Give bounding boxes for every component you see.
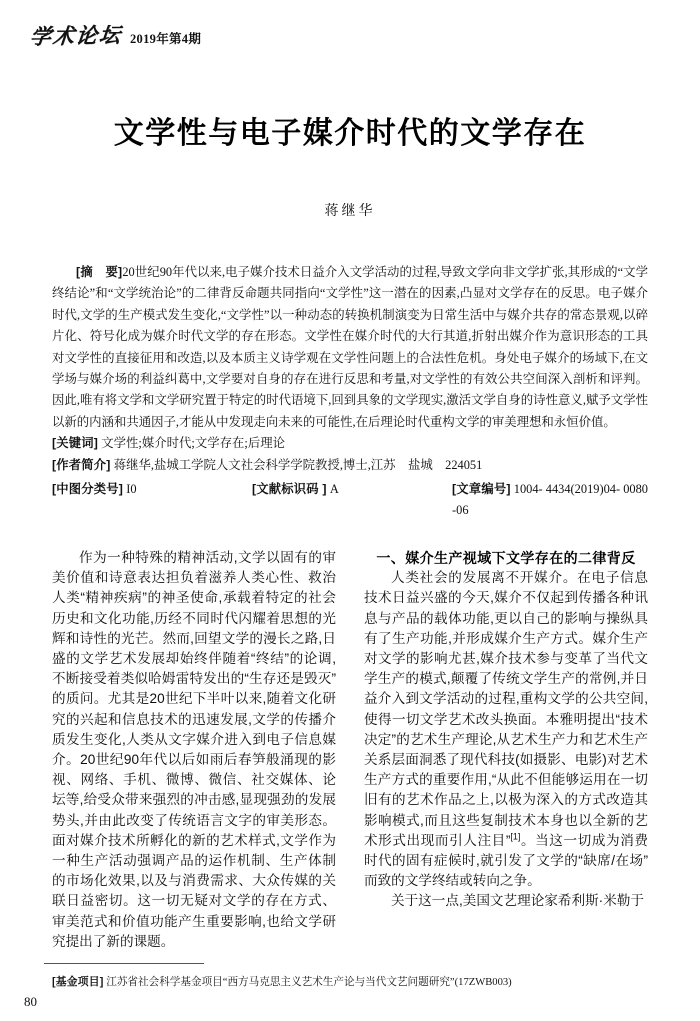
journal-logo: 学术论坛 xyxy=(28,22,124,49)
document-code-cell xyxy=(252,479,452,522)
right-column-paragraph-1-text-a: 人类社会的发展离不开媒介。在电子信息技术日益兴盛的今天,媒介不仅起到传播各种讯息与产品的载体功能,更以自己的影响与操纵具有了生产功能,并形成媒介生产方式。媒介生产对文学的影响尤甚,媒介技术参与变革了当代文学生产的模式,颠覆了传统文学生产的常例,并日益介入到文学活动的过程,重构文学的公共空间,使得一切文学艺术改头换面。本雅明提出“技术决定”的艺术生产理论,从艺术生产力和艺术生产关系层面洞悉了现代科技(如摄影、电影)对艺术生产方式的重要作用,“从此不但能够运用在一切旧有的艺术作品之上,以极为深入的方式改造其影响模式,而且这些复制技术本身也以全新的艺术形式出现而引人注目” xyxy=(364,570,648,848)
masthead xyxy=(30,20,201,50)
document-code-value: A xyxy=(329,482,339,497)
article-id-label: [文章编号] xyxy=(452,482,511,497)
abstract-paragraph xyxy=(52,262,648,433)
clc-cell xyxy=(52,479,252,522)
section-heading: 一、媒介生产视域下文学存在的二律背反 xyxy=(376,550,636,566)
fund-label: [基金项目] xyxy=(52,976,104,988)
document-code-label: [文献标识码 ] xyxy=(252,482,327,497)
author-bio-label: [作者简介] xyxy=(52,457,111,472)
page-title: 文学性与电子媒介时代的文学存在 xyxy=(113,117,587,150)
article-id-cell xyxy=(452,479,648,522)
fund-text: 江苏省社会科学基金项目“西方马克思主义艺术生产论与当代文艺问题研究”(17ZWB003) xyxy=(106,977,512,988)
author-bio-value: 蒋继华,盐城工学院人文社会科学学院教授,博士,江苏 盐城 224051 xyxy=(113,457,483,472)
clc-value: I0 xyxy=(126,482,137,497)
body-columns xyxy=(52,548,648,948)
page-number: 80 xyxy=(24,994,37,1009)
keywords-value: 文学性;媒介时代;文学存在;后理论 xyxy=(101,436,285,451)
abstract-block xyxy=(52,262,648,522)
right-column xyxy=(364,548,648,948)
keywords-line xyxy=(52,433,648,454)
keywords-label: [关键词] xyxy=(52,436,99,451)
footnote-divider xyxy=(44,963,204,964)
author-bio-line xyxy=(52,455,648,476)
classification-row xyxy=(52,479,648,522)
abstract-text: 20世纪90年代以来,电子媒介技术日益介入文学活动的过程,导致文学向非文学扩张,其形成的“文学终结论”和“文学统治论”的二律背反命题共同指向“文学性”这一潜在的因素,凸显对文学存在的反思。电子媒介时代,文学的生产模式发生变化,“文学性”以一种动态的转换机制演变为日常生活中与媒介共存的常态景观,以碎片化、符号化成为媒介时代文学的存在形态。文学性在媒介时代的大行其道,折射出媒介作为意识形态的工具对文学性的直接征用和改造,以及本质主义诗学观在文学性问题上的合法性危机。身处电子媒介的场域下,在文学场与媒介场的利益纠葛中,文学要对自身的存在进行反思和考量,对文学性的有效公共空间深入剖析和评判。因此,唯有将文学和文学研究置于特定的时代语境下,回到具象的文学现实,激活文学自身的诗性意义,赋予文学性以新的内涵和共通因子,才能从中发现走向未来的可能性,在后理论时代重构文学的审美理想和永恒价值。 xyxy=(52,265,648,429)
left-column-paragraph-1: 作为一种特殊的精神活动,文学以固有的审美价值和诗意表达担负着滋养人类心性、救治人类“精神疾病”的神圣使命,承载着特定的社会历史和文化功能,历经不同时代闪耀着思想的光辉和诗性的光芒。然而,回望文学的漫长之路,日盛的文学艺术发展却始终伴随着“终结”的论调,不断接受着类似哈姆雷特发出的“生存还是毁灭”的质问。尤其是20世纪下半叶以来,随着文化研究的兴起和信息技术的迅速发展,文学的传播介质发生变化,人类从文字媒介进入到电子信息媒介。20世纪90年代以后如雨后春笋般涌现的影视、网络、手机、微博、微信、社交媒体、论坛等,给受众带来强烈的冲击感,显现强劲的发展势头,并由此改变了传统语言文字的审美形态。面对媒介技术所孵化的新的艺术样式,文学作为一种生产活动强调产品的运作机制、生产体制的市场化效果,以及与消费需求、大众传媒的关联日益密切。这一切无疑对文学的存在方式、审美范式和价值功能产生重要影响,也给文学研究提出了新的课题。 xyxy=(52,550,336,949)
right-column-paragraph-1-text-b: 。当这一切成为消费时代的固有症候时,就引发了文学的“缺席/在场”而致的文学终结或转向之争。 xyxy=(364,832,648,889)
left-column xyxy=(52,548,336,948)
article-id-value: 1004- 4434(2019)04- 0080 -06 xyxy=(452,482,648,518)
fund-note xyxy=(52,975,648,990)
right-column-paragraph-1 xyxy=(364,568,648,891)
abstract-label: [摘 要] xyxy=(76,265,123,279)
citation-marker: [1] xyxy=(510,831,521,842)
right-column-paragraph-2: 关于这一点,美国文艺理论家希利斯·米勒于 xyxy=(391,893,644,909)
issue-label: 2019年第4期 xyxy=(130,32,202,46)
clc-label: [中图分类号] xyxy=(52,482,124,497)
article-author: 蒋继华 xyxy=(324,204,376,219)
